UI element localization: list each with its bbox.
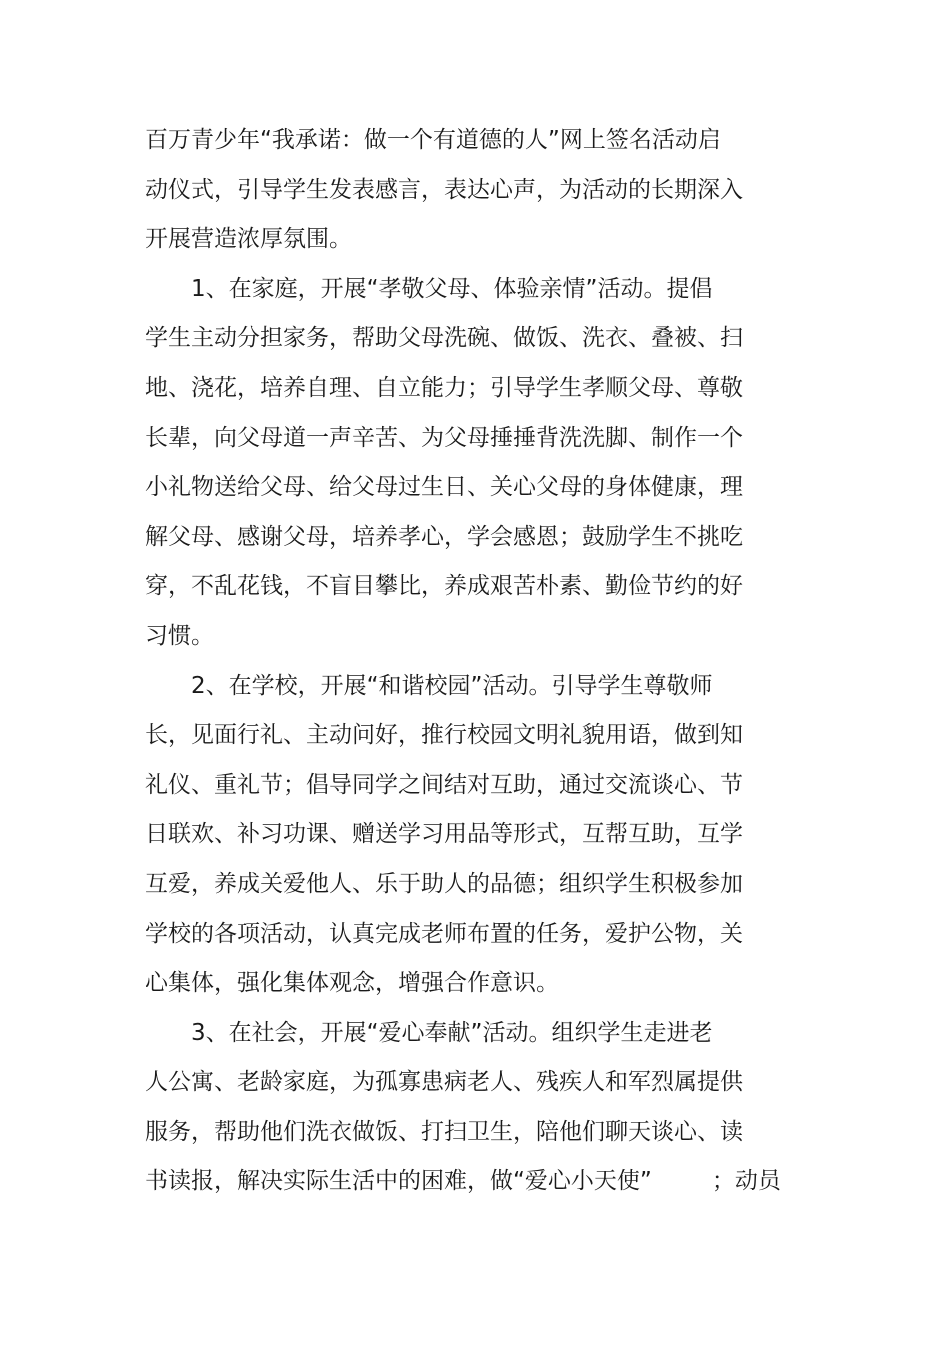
paragraph-3-start: 3、在社会，开展“爱心奉献”活动。组织学生走进老 — [191, 1019, 713, 1046]
text-line: 小礼物送给父母、给父母过生日、关心父母的身体健康，理 — [145, 474, 743, 501]
text-line: 人公寓、老龄家庭，为孤寡患病老人、残疾人和军烈属提供 — [145, 1069, 743, 1096]
text-line: 日联欢、补习功课、赠送学习用品等形式，互帮互助，互学 — [145, 821, 743, 848]
text-line: 服务，帮助他们洗衣做饭、打扫卫生，陪他们聊天谈心、读 — [145, 1118, 743, 1145]
text-line: 百万青少年“我承诺：做一个有道德的人”网上签名活动启 — [145, 127, 721, 153]
text-line: 穿，不乱花钱，不盲目攀比，养成艰苦朴素、勤俭节约的好 — [145, 573, 743, 600]
text-line: 互爱，养成关爱他人、乐于助人的品德；组织学生积极参加 — [145, 870, 743, 897]
text-line: 解父母、感谢父母，培养孝心，学会感恩；鼓励学生不挑吃 — [145, 523, 743, 550]
text-line: 学校的各项活动，认真完成老师布置的任务，爱护公物，关 — [145, 920, 743, 947]
text-line: 动仪式，引导学生发表感言，表达心声，为活动的长期深入 — [145, 176, 743, 203]
last-line-tail: ；动员 — [711, 1168, 781, 1195]
text-line: 长，见面行礼、主动问好，推行校园文明礼貌用语，做到知 — [145, 722, 743, 749]
text-line: 习惯。 — [145, 622, 214, 649]
last-text-line — [145, 1157, 805, 1207]
text-line: 开展营造浓厚氛围。 — [145, 226, 352, 253]
last-line-main: 书读报，解决实际生活中的困难，做“爱心小天使” — [145, 1168, 652, 1195]
paragraph-1-start: 1、在家庭，开展“孝敬父母、体验亲情”活动。提倡 — [191, 275, 713, 302]
paragraph-2-start: 2、在学校，开展“和谐校园”活动。引导学生尊敬师 — [191, 672, 713, 699]
text-line: 地、浇花，培养自理、自立能力；引导学生孝顺父母、尊敬 — [145, 374, 743, 401]
text-line: 长辈，向父母道一声辛苦、为父母捶捶背洗洗脚、制作一个 — [145, 424, 743, 451]
body-text — [145, 116, 805, 1207]
text-line: 学生主动分担家务，帮助父母洗碗、做饭、洗衣、叠被、扫 — [145, 325, 743, 352]
text-line: 礼仪、重礼节；倡导同学之间结对互助，通过交流谈心、节 — [145, 771, 743, 798]
text-line: 心集体，强化集体观念，增强合作意识。 — [145, 970, 559, 997]
